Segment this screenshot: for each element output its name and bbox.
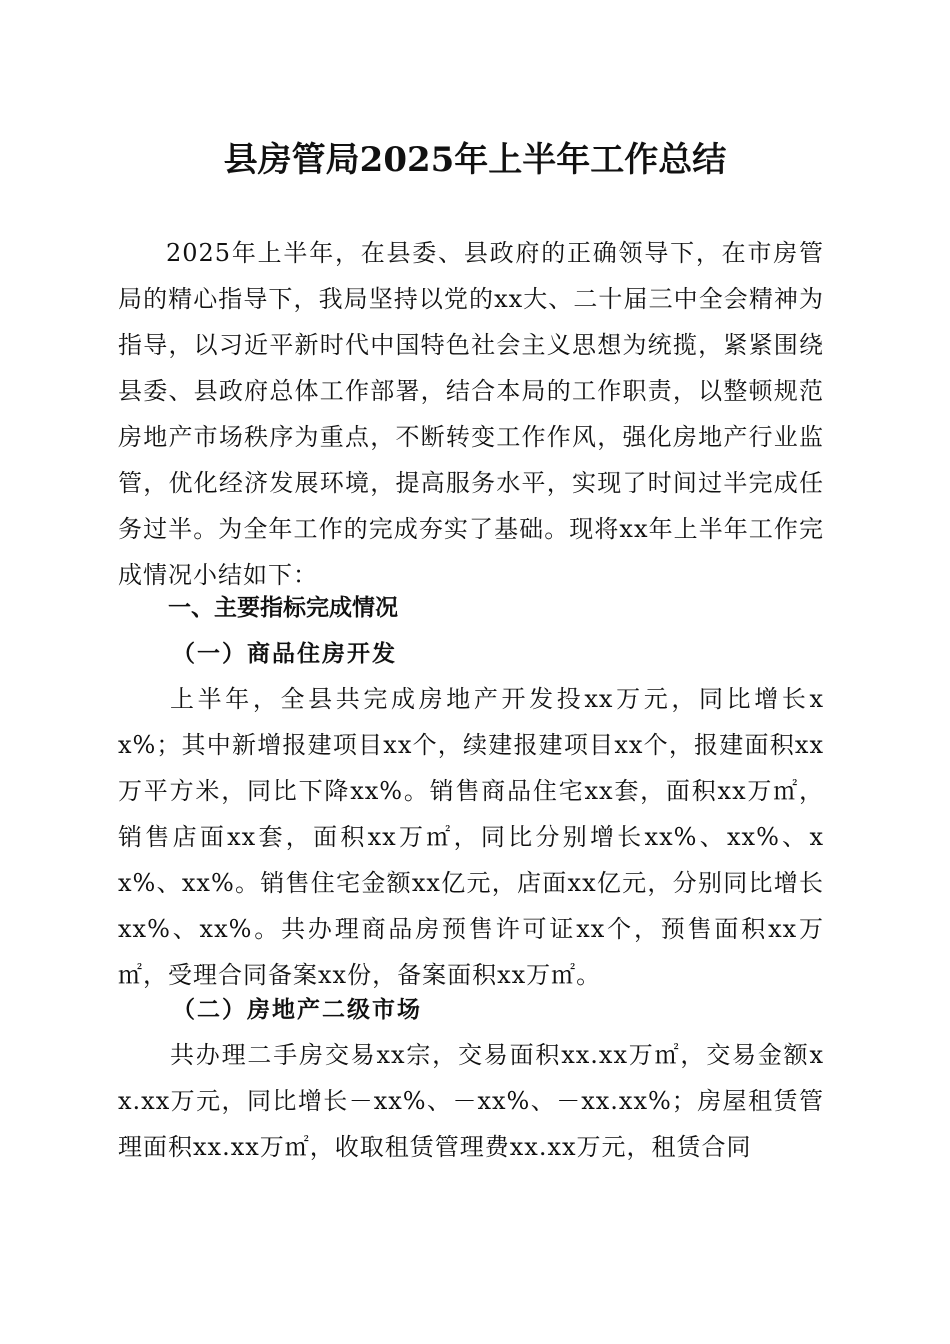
- document-title: 县房管局2025年上半年工作总结: [223, 140, 727, 180]
- section-heading-main-indicators: 一、主要指标完成情况: [168, 595, 398, 621]
- subsection-heading-secondary-market: （二）房地产二级市场: [172, 996, 422, 1023]
- subsection-heading-commercial-housing: （一）商品住房开发: [172, 640, 397, 667]
- secondary-market-paragraph: 共办理二手房交易xx宗，交易面积xx.xx万㎡，交易金额xx.xx万元，同比增长－xx%、－xx%、－xx.xx%；房屋租赁管理面积xx.xx万㎡，收取租赁管理费xx.xx万元，租赁合同: [118, 1041, 824, 1161]
- intro-paragraph: 2025年上半年，在县委、县政府的正确领导下，在市房管局的精心指导下，我局坚持以党的xx大、二十届三中全会精神为指导，以习近平新时代中国特色社会主义思想为统揽，紧紧围绕县委、县政府总体工作部署，结合本局的工作职责，以整顿规范房地产市场秩序为重点，不断转变工作作风，强化房地产行业监管，优化经济发展环境，提高服务水平，实现了时间过半完成任务过半。为全年工作的完成夯实了基础。现将xx年上半年工作完成情况小结如下：: [118, 239, 824, 589]
- commercial-housing-paragraph: 上半年，全县共完成房地产开发投xx万元，同比增长xx%；其中新增报建项目xx个，续建报建项目xx个，报建面积xx万平方米，同比下降xx%。销售商品住宅xx套，面积xx万㎡，销售店面xx套，面积xx万㎡，同比分别增长xx%、xx%、xx%、xx%。销售住宅金额xx亿元，店面xx亿元，分别同比增长xx%、xx%。共办理商品房预售许可证xx个，预售面积xx万㎡，受理合同备案xx份，备案面积xx万㎡。: [118, 685, 824, 989]
